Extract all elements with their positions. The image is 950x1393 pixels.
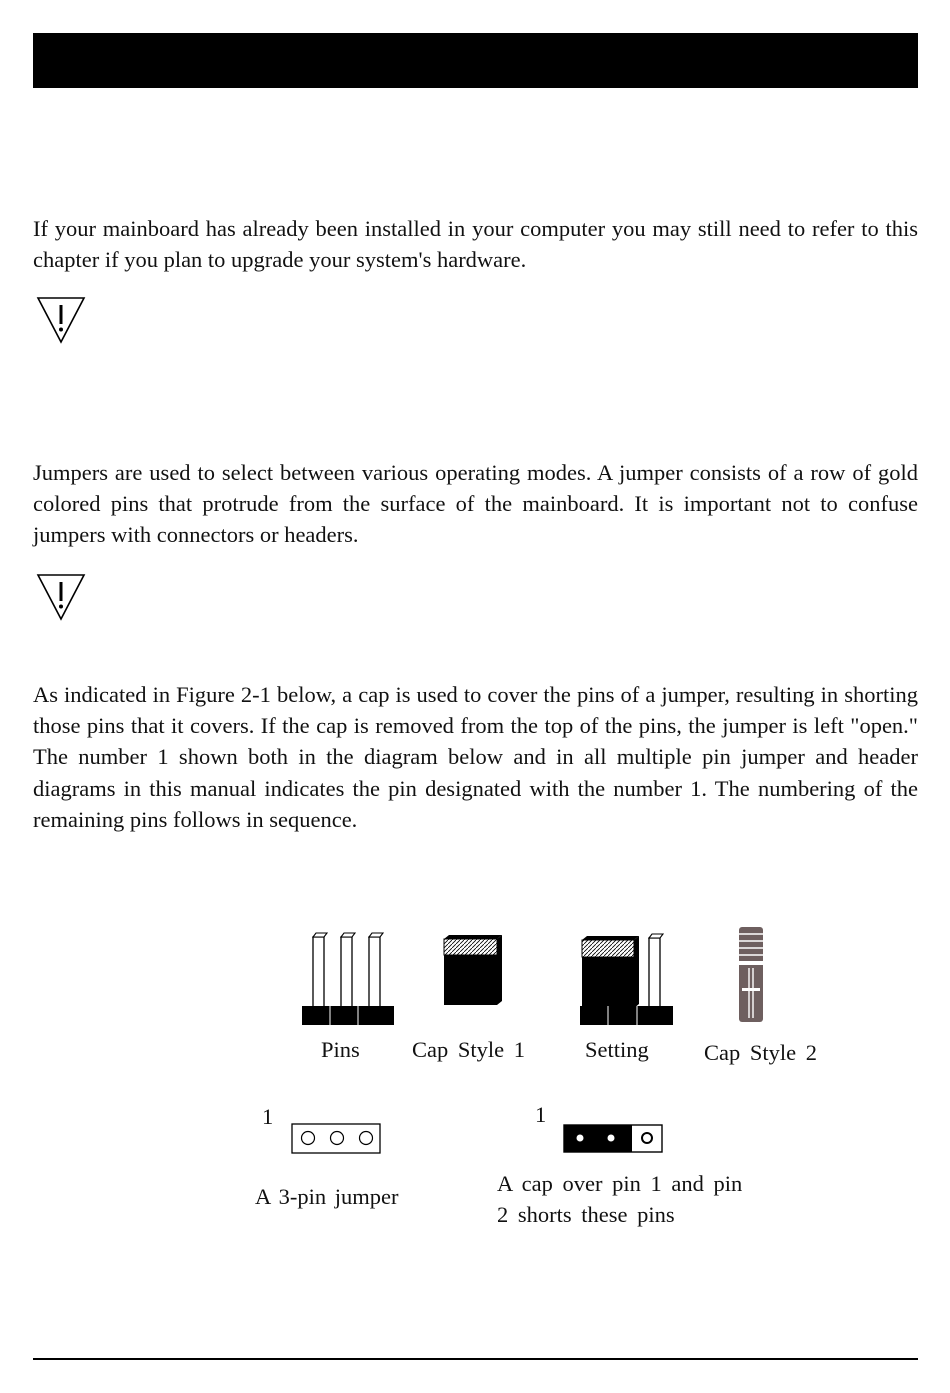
warning-triangle-icon <box>36 296 86 344</box>
pin-1-marker: 1 <box>535 1102 547 1127</box>
cap-style-1-illustration <box>444 935 502 1005</box>
warning-triangle-icon <box>36 573 86 621</box>
setting-illustration <box>580 934 673 1025</box>
cap-style-2-illustration <box>739 927 763 1022</box>
three-pin-jumper-diagram <box>292 1124 380 1153</box>
three-pin-jumper-caption: A 3-pin jumper <box>255 1184 399 1209</box>
cap-style-2-label: Cap Style 2 <box>704 1040 817 1065</box>
intro-paragraph: If your mainboard has already been installed in your computer you may still need to refer to this chapter if you plan to upgrade your system's hardware. <box>33 216 918 273</box>
pins-illustration <box>302 933 394 1025</box>
capped-jumper-diagram <box>564 1125 662 1152</box>
capped-jumper-caption: A cap over pin 1 and pin 2 shorts these pins <box>497 1171 743 1227</box>
pin-1-marker: 1 <box>262 1104 274 1129</box>
footer-rule <box>33 1358 918 1360</box>
pins-label: Pins <box>321 1037 360 1062</box>
chapter-header-bar <box>33 33 918 88</box>
setting-label: Setting <box>585 1037 649 1062</box>
jumpers-paragraph: Jumpers are used to select between various operating modes. A jumper consists of a row of gold colored pins that protrude from the surface of the mainboard. It is important not to confuse jumpers with connectors or headers. <box>33 460 918 548</box>
caps-paragraph: As indicated in Figure 2-1 below, a cap is used to cover the pins of a jumper, resulting in shorting those pins that it covers. If the cap is removed from the top of the pins, the jumper is left "open." The number 1 shown both in the diagram below and in all multiple pin jumper and header diagrams in this manual indicates the pin designated with the number 1. The numbering of the remaining pins follows in sequence. <box>33 682 918 832</box>
cap-style-1-label: Cap Style 1 <box>412 1037 525 1062</box>
